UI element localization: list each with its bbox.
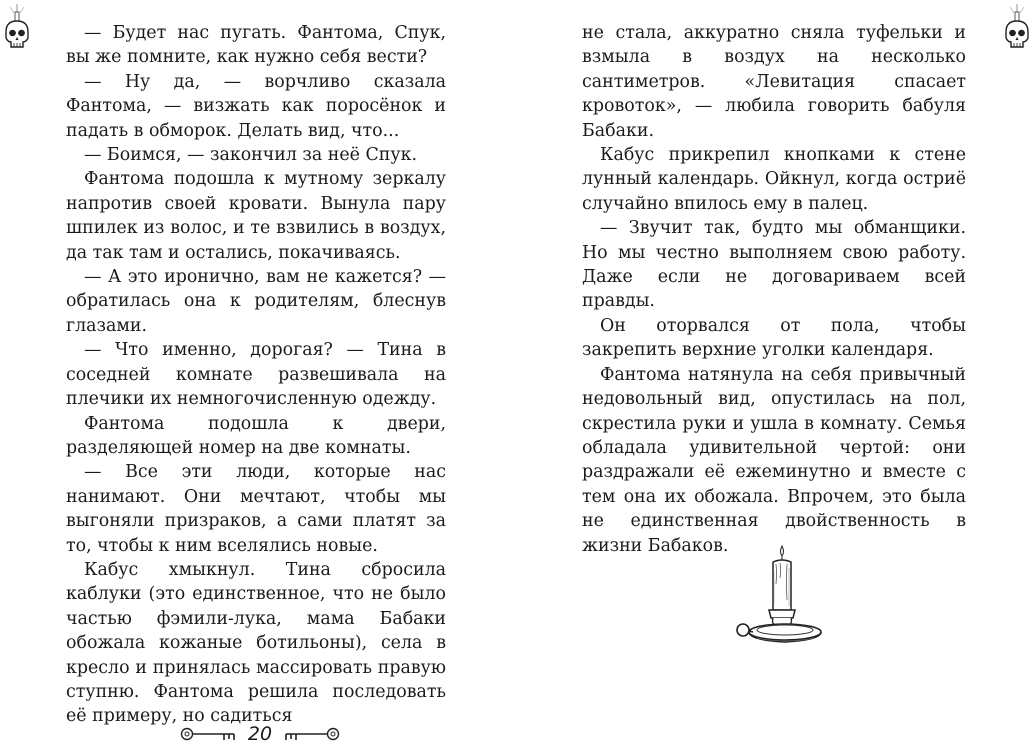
paragraph: Кабус прикрепил кнопками к стене лунный календарь. Ойкнул, когда остриё случайно впилось ему в палец. [582, 145, 966, 214]
paragraph: — Что именно, дорогая? — Тина в соседней комнате развешивала на плечики их немногочисленную одежду. [66, 340, 446, 410]
paragraph: — Ну да, — ворчливо сказала Фантома, — визжать как поросёнок и падать в обморок. Делать вид, что... [66, 71, 446, 141]
paragraph: Фантома подошла к мутному зеркалу напротив своей кровати. Вынула пару шпилек из волос, и те взвились в воздух, да так там и остались, покачиваясь. [66, 169, 446, 263]
skull-candle-icon [1000, 2, 1034, 52]
right-page-text [582, 21, 966, 558]
paragraph: Он оторвался от пола, чтобы закрепить верхние уголки календаря. [582, 315, 966, 361]
key-icon [284, 725, 340, 743]
paragraph: — Будет нас пугать. Фантома, Спук, вы же помните, как нужно себя вести? [66, 23, 446, 68]
paragraph: Фантома подошла к двери, разделяющей номер на две комнаты. [66, 413, 446, 458]
paragraph: — А это иронично, вам не кажется? — обратилась она к родителям, блеснув глазами. [66, 267, 446, 336]
paragraph: Фантома натянула на себя привычный недовольный вид, опустилась на пол, скрестила руки и ушла в комнату. Семья обладала удивительной чертой: они раздражали её ежеминутно и вместе с тем она их обожала. Впрочем, это была не единственная двойственность в жизни Бабаков. [582, 364, 966, 556]
paragraph: — Звучит так, будто мы обманщики. Но мы честно выполняем свою работу. Даже если не договариваем всей правды. [582, 218, 966, 312]
paragraph: — Боимся, — закончил за неё Спук. [84, 145, 418, 166]
paragraph: не стала, аккуратно сняла туфельки и взмыла в воздух на несколько сантиметров. «Левитация спасает кровоток», — любила говорить бабуля Бабаки. [582, 23, 966, 141]
left-page-text [66, 21, 446, 729]
right-page [517, 0, 1034, 746]
key-icon [180, 725, 236, 743]
paragraph: — Все эти люди, которые нас нанимают. Они мечтают, чтобы мы выгоняли призраков, а сами платят за то, чтобы к ним вселялись новые. [66, 462, 446, 556]
page-number-folio [180, 722, 340, 746]
page-number: 20 [247, 723, 273, 745]
candlestick-icon [735, 544, 825, 650]
skull-candle-icon [0, 2, 34, 52]
paragraph: Кабус хмыкнул. Тина сбросила каблуки (это единственное, что не было частью фэмили-лука, мама Бабаки обожала кожаные ботильоны), села в кресло и принялась массировать правую ступню. Фантома решила последовать её примеру, но садиться [66, 559, 446, 727]
